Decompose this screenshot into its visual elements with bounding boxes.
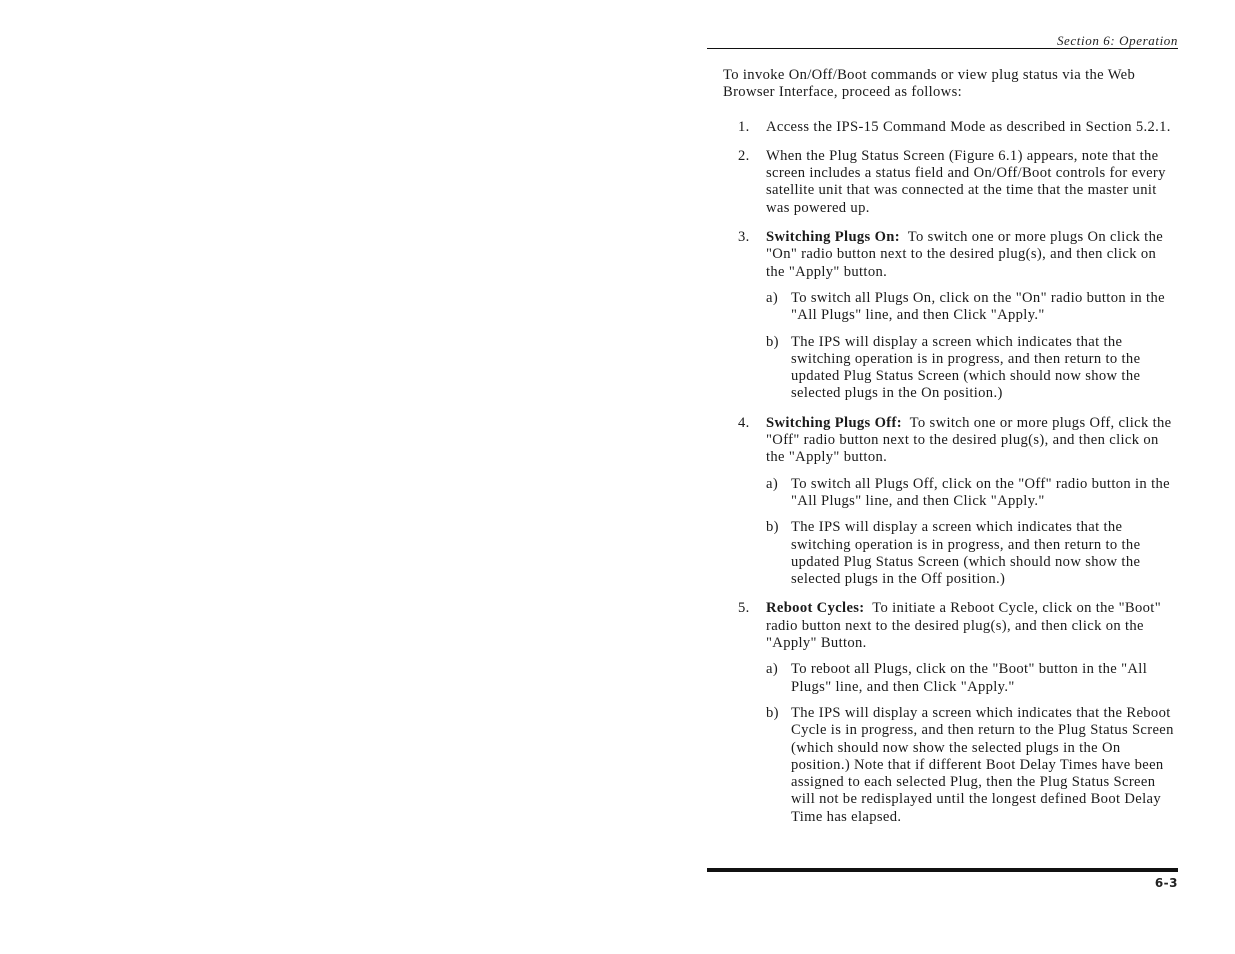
page-body xyxy=(723,67,1179,838)
running-header: Section 6: Operation xyxy=(1056,33,1178,48)
substep-letter: b) xyxy=(766,704,779,721)
substep-letter: a) xyxy=(766,661,779,678)
step-text xyxy=(766,119,1179,136)
substep-text: The IPS will display a screen which indicates that the switching operation is in progress, and then return to the updated Plug Status Screen (which should now show the selected plugs in the Off position.) xyxy=(791,519,1141,588)
manual-page xyxy=(707,0,1179,954)
step-body: When the Plug Status Screen (Figure 6.1) appears, note that the screen includes a status field and On/Off/Boot controls for every satellite unit that was connected at the time that the master unit was powered up. xyxy=(766,147,1166,216)
substep-text: To switch all Plugs On, click on the "On" radio button in the "All Plugs" line, and then Click "Apply." xyxy=(791,289,1165,324)
substep-text: To switch all Plugs Off, click on the "Off" radio button in the "All Plugs" line, and then Click "Apply." xyxy=(791,475,1170,509)
substep-5a xyxy=(766,661,1179,696)
substep-letter: b) xyxy=(766,519,779,536)
page-number: 6-3 xyxy=(1154,876,1178,890)
step-text xyxy=(766,229,1179,281)
step-4 xyxy=(723,415,1179,589)
step-text xyxy=(766,148,1179,217)
step-1 xyxy=(723,119,1179,136)
step-number: 1. xyxy=(738,118,750,135)
step-heading: Reboot Cycles: xyxy=(766,600,865,617)
step-body: To switch one or more plugs Off, click the "Off" radio button next to the desired plug(s), and then click on the "Apply" button. xyxy=(766,414,1172,466)
footer-rule xyxy=(707,868,1178,872)
substep-4a xyxy=(766,476,1179,511)
step-2 xyxy=(723,148,1179,217)
substep-3b xyxy=(766,334,1179,403)
step-text xyxy=(766,415,1179,467)
substep-3a xyxy=(766,290,1179,325)
step-5 xyxy=(723,600,1179,826)
substep-letter: b) xyxy=(766,333,779,350)
step-heading: Switching Plugs Off: xyxy=(766,414,902,431)
step-text xyxy=(766,600,1179,652)
step-body: Access the IPS-15 Command Mode as described in Section 5.2.1. xyxy=(766,118,1171,135)
step-number: 3. xyxy=(738,229,750,246)
intro-paragraph: To invoke On/Off/Boot commands or view plug status via the Web Browser Interface, proceed as follows: xyxy=(723,67,1136,101)
substep-5b xyxy=(766,705,1179,826)
substep-letter: a) xyxy=(766,289,779,306)
substep-text: To reboot all Plugs, click on the "Boot" button in the "All Plugs" line, and then Click "Apply." xyxy=(791,661,1148,695)
substep-letter: a) xyxy=(766,475,779,492)
step-number: 4. xyxy=(738,414,750,431)
header-rule xyxy=(707,48,1178,49)
substep-text: The IPS will display a screen which indicates that the switching operation is in progress, and then return to the updated Plug Status Screen (which should now show the selected plugs in the On position.) xyxy=(791,333,1141,402)
step-heading: Switching Plugs On: xyxy=(766,229,900,246)
step-3 xyxy=(723,229,1179,403)
step-body: To switch one or more plugs On click the "On" radio button next to the desired plug(s), and then click on the "Apply" button. xyxy=(766,229,1164,280)
step-body: To initiate a Reboot Cycle, click on the "Boot" radio button next to the desired plug(s), and then click on the "Apply" Button. xyxy=(766,600,1162,652)
substep-text: The IPS will display a screen which indicates that the Reboot Cycle is in progress, and then return to the Plug Status Screen (which should now show the selected plugs in the On position.) Note that if different Boot Delay Times have been assigned to each selected Plug, then the Plug Status Screen will not be redisplayed until the longest defined Boot Delay Time has elapsed. xyxy=(791,704,1174,825)
step-number: 2. xyxy=(738,147,750,164)
step-number: 5. xyxy=(738,600,750,617)
substep-4b xyxy=(766,519,1179,588)
